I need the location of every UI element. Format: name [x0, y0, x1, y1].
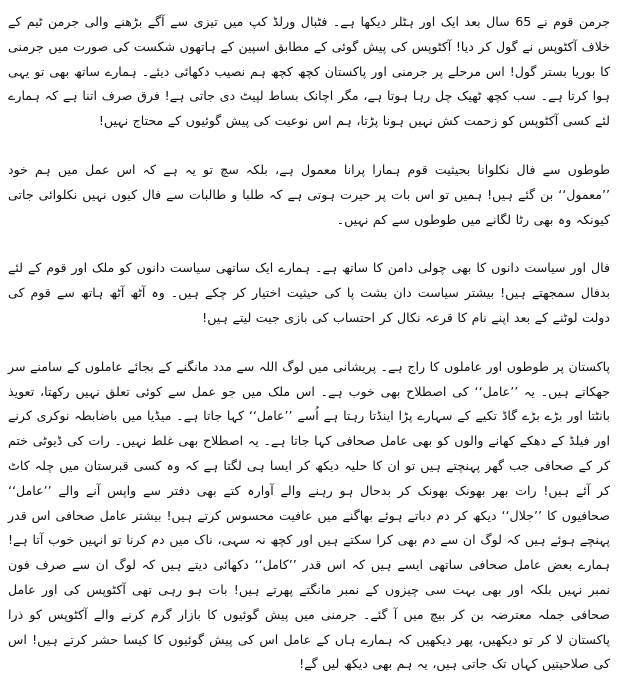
paragraph-4: پاکستان پر طوطوں اور عاملوں کا راج ہے۔ پریشانی میں لوگ اللہ سے مدد مانگنے کے بجائے عاملوں کے سامنے سر جھکاتے ہیں۔ یہ ’’عامل‘‘ کی اصطلاح بھی خوب ہے۔ اس ملک میں جو عمل سے کوئی تعلق نہیں رکھتا، تعویذ بانٹتا اور بڑے بڑے گاڈ تکیے کے سہارے پڑا اینڈتا رہتا ہے اُسے ’’عامل‘‘ کہا جاتا ہے۔ میڈیا میں باضابطہ نوکری کرنے اور فیلڈ کے دھکے کھانے والوں کو بھی عامل صحافی کہا جاتا ہے۔ یہ اصطلاح بھی غلط نہیں۔ رات کی ڈیوٹی ختم کر کے صحافی جب گھر پہنچتے ہیں تو ان کا حلیہ دیکھ کر ایسا ہی لگتا ہے کہ وہ کسی قبرستان میں چلہ کاٹ کر آئے ہیں! رات بھر بھونک بھونک کر بدحال ہو رہنے والے آوارہ کتے بھی دفتر سے واپس آنے والے ’’عامل‘‘ صحافیوں کا ’’جلال‘‘ دیکھ کر دم دباتے ہوئے بھاگنے میں عافیت محسوس کرتے ہیں! بیشتر عامل صحافی اس قدر پہنچے ہوئے ہیں کہ لوگ ان سے دم بھی کرا سکتے ہیں اور کچھ نہ سہی، ناک میں دم کرنا تو انہیں خوب آتا ہے! ہمارے بعض عامل صحافی ساتھی ایسے ہیں کہ اس قدر ’’کامل‘‘ دکھائی دیتے ہیں کہ لوگ ان سے صرف فون نمبر نہیں بلکہ اور بھی بہت سی چیزوں کے نمبر مانگتے پھرتے ہیں! بات ہو رہی تھی آکٹوپس کی اور عامل صحافی جملہ معترضہ بن کر بیچ میں آ گئے۔ جرمنی میں پیش گوئیوں کا بازار گرم کرنے والے آکٹوپس کو ذرا پاکستان لا کر تو دیکھیں، پھر دیکھیں کہ ہمارے ہاں کے عامل اس کی پیش گوئیوں کا کیسا حشر کرتے ہیں! اس کی صلاحیتیں کہاں تک جاتی ہیں، یہ ہم بھی دیکھ لیں گے! [8, 358, 610, 672]
paragraph-gap [8, 134, 610, 158]
paragraph-gap [8, 232, 610, 256]
paragraph-3: فال اور سیاست دانوں کا بھی چولی دامن کا ساتھ ہے۔ ہمارے ایک ساتھی سیاست دانوں کو ملک اور قوم کے لئے بدفال سمجھتے ہیں! بیشتر سیاست دان بشت پا کی حیثیت اختیار کر چکے ہیں۔ وہ آٹھ آٹھ ہاتھ سے قوم کی دولت لوٹنے کے بعد اپنے نام کا قرعہ نکال کر احتساب کی بازی جیت لیتے ہیں! [8, 260, 610, 325]
paragraph-2: طوطوں سے فال نکلوانا بحیثیت قوم ہمارا پرانا معمول ہے، بلکہ سچ تو یہ ہے کہ اس عمل میں ہم خود ’’معمول‘‘ بن گئے ہیں! ہمیں تو اس بات پر حیرت ہوتی ہے کہ طلبا و طالبات سے فال کیوں نہیں نکلوائی جاتی کیونکہ وہ بھی رٹا لگانے میں طوطوں سے کم نہیں۔ [8, 161, 610, 227]
paragraph-gap [8, 331, 610, 355]
paragraph-1: جرمن قوم نے 65 سال بعد ایک اور ہٹلر دیکھا ہے۔ فٹبال ورلڈ کپ میں تیزی سے آگے بڑھنے والی جرمن ٹیم کے خلاف آکٹوپس نے گول کر دیا! آکٹوپس کی پیش گوئی کے مطابق اسپین کے ہاتھوں شکست کی صورت میں جرمنی کا بوریا بستر گول! اس مرحلے پر جرمنی اور پاکستان کچھ کچھ ہم نصیب دکھائی دیئے۔ ہمارے ساتھ بھی تو یہی ہوا کرتا ہے۔ سب کچھ ٹھیک چل رہا ہوتا ہے، مگر اچانک بساط لپیٹ دی جاتی ہے! فرق صرف اتنا ہے کہ ہمارے لئے کسی آکٹوپس کو زحمت کش نہیں ہونا پڑتا، ہم اس نوعیت کی پیش گوئیوں کے محتاج نہیں! [8, 14, 610, 129]
